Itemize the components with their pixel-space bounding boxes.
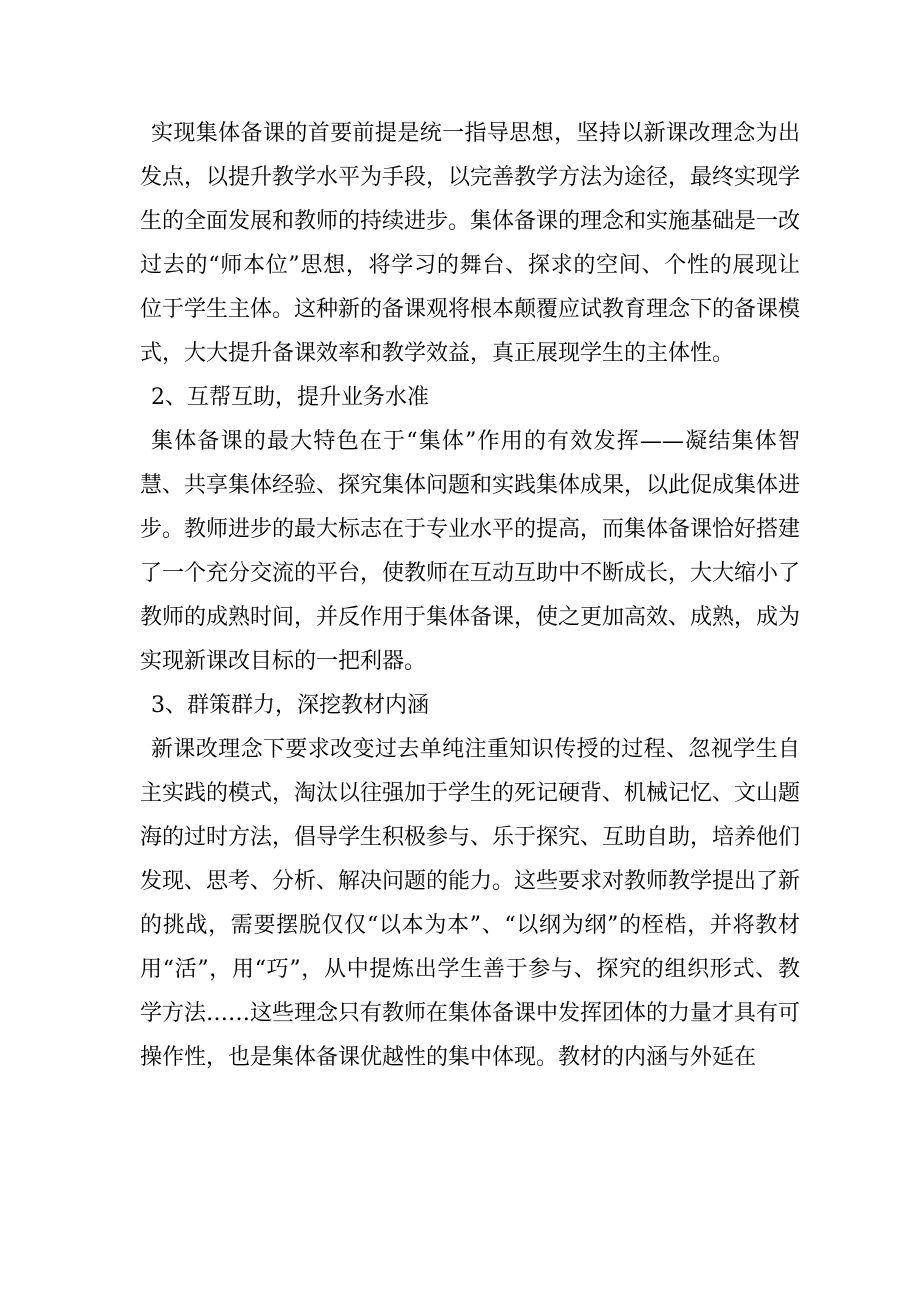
- paragraph-new-curriculum: 新课改理念下要求改变过去单纯注重知识传授的过程、忽视学生自主实践的模式，淘汰以往强加于学生的死记硬背、机械记忆、文山题海的过时方法，倡导学生积极参与、乐于探究、互助自助，培养他们发现、思考、分析、解决问题的能力。这些要求对教师教学提出了新的挑战，需要摆脱仅仅“以本为本”、“以纲为纲”的桎梏，并将教材用“活”，用“巧”，从中提炼出学生善于参与、探究的组织形式、教学方法……这些理念只有教师在集体备课中发挥团体的力量才具有可操作性，也是集体备课优越性的集中体现。教材的内涵与外延在: [140, 737, 801, 1070]
- paragraph-collective-effect: 集体备课的最大特色在于“集体”作用的有效发挥——凝结集体智慧、共享集体经验、探究集体问题和实践集体成果，以此促成集体进步。教师进步的最大标志在于专业水平的提高，而集体备课恰好搭建了一个充分交流的平台，使教师在互动互助中不断成长，大大缩小了教师的成熟时间，并反作用于集体备课，使之更加高效、成熟，成为实现新课改目标的一把利器。: [140, 429, 801, 674]
- document-body: [140, 112, 800, 1080]
- section-heading-mutual-help: 2、互帮互助，提升业务水准: [151, 385, 429, 410]
- paragraph-guiding-philosophy: 实现集体备课的首要前提是统一指导思想，坚持以新课改理念为出发点，以提升教学水平为手段，以完善教学方法为途径，最终实现学生的全面发展和教师的持续进步。集体备课的理念和实施基础是一改过去的“师本位”思想，将学习的舞台、探求的空间、个性的展现让位于学生主体。这种新的备课观将根本颠覆应试教育理念下的备课模式，大大提升备课效率和教学效益，真正展现学生的主体性。: [140, 121, 801, 366]
- section-heading-textbook-depth: 3、群策群力，深挖教材内涵: [151, 693, 429, 718]
